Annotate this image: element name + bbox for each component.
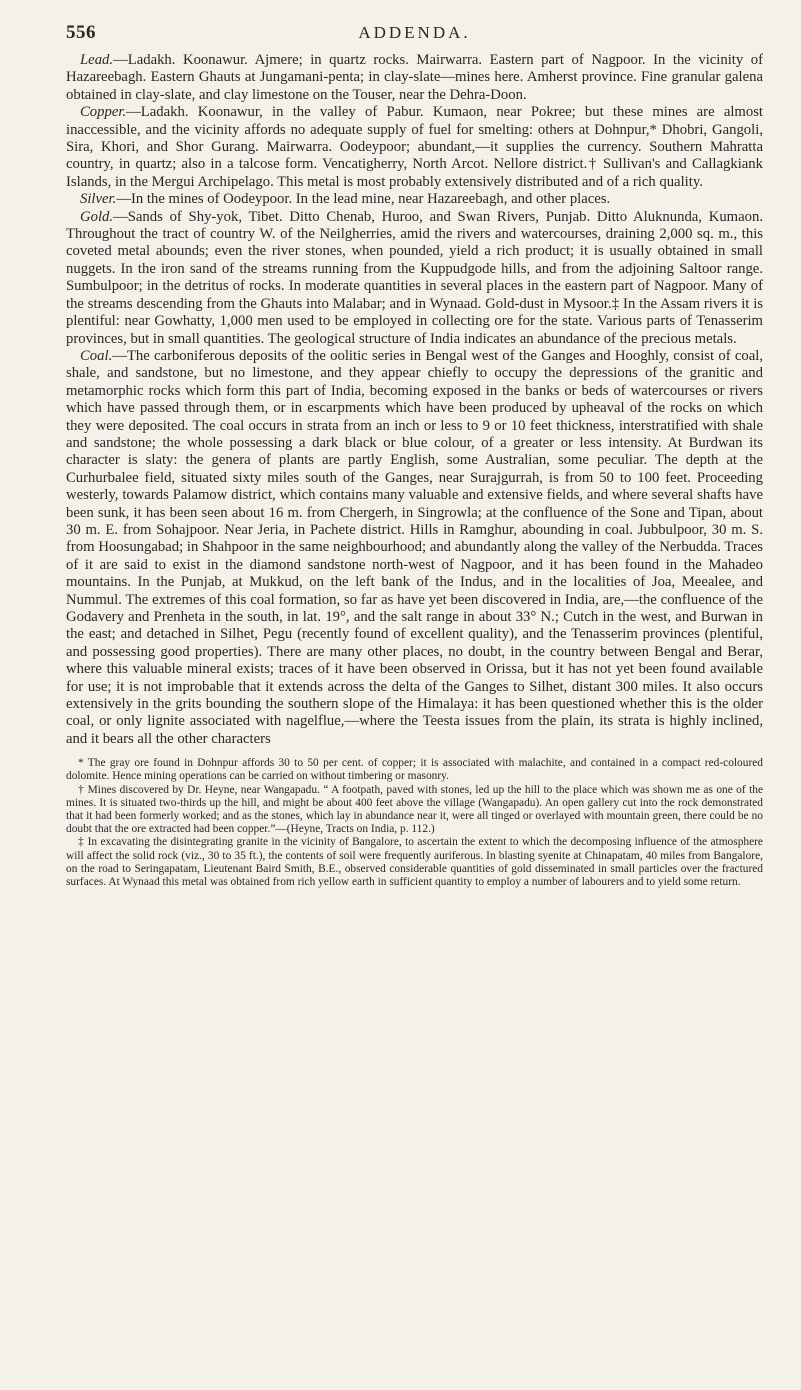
- paragraph-copper: [66, 104, 763, 191]
- main-text: [66, 52, 763, 748]
- paragraph-coal: [66, 348, 763, 748]
- paragraph-gold: [66, 209, 763, 348]
- paragraph-term: Gold.: [80, 208, 114, 225]
- paragraph-text: —In the mines of Oodeypoor. In the lead mine, near Hazareebagh, and other places.: [116, 191, 611, 208]
- paragraph-text: —Sands of Shy-yok, Tibet. Ditto Chenab, Huroo, and Swan Rivers, Punjab. Ditto Aluknunda, Kumaon. Throughout the tract of country W. of the Neilgherries, amid the rivers and watercourses, draining 2,000 sq. m., this coveted metal abounds; even the river stones, when pounded, yield a rich product; it is usually obtained in small nuggets. In the iron sand of the streams running from the Kuppudgode hills, and from the adjoining Saltoor range. Sumbulpoor; in the detritus of rocks. In moderate quantities in several places in the eastern part of Nagpoor. Many of the streams descending from the Ghauts into Malabar; and in Wynaad. Gold-dust in Mysoor.‡ In the Assam rivers it is plentiful: near Gowhatty, 1,000 men used to be employed in collecting ore for the state. Various parts of Tenasserim provinces, but in small quantities. The geological structure of India indicates an abundance of the precious metals.: [66, 208, 763, 347]
- running-title: ADDENDA.: [358, 23, 471, 42]
- paragraph-term: Coal.: [80, 347, 113, 364]
- footnote: † Mines discovered by Dr. Heyne, near Wangapadu. “ A footpath, paved with stones, led up the hill to the place which was shown me as one of the mines. It is situated two-thirds up the hill, and might be about 400 feet above the village (Wangapadu). An open gallery cut into the rock demonstrated that it had been formerly worked; and as the stones, which lay in abundance near it, were all tinged or overlayed with mountain green, there could be no doubt that the ore extracted had been copper.”—(Heyne, Tracts on India, p. 112.): [66, 783, 763, 836]
- paragraph-text: —The carboniferous deposits of the oolitic series in Bengal west of the Ganges and Hooghly, consist of coal, shale, and sandstone, but no limestone, and they appear chiefly to occupy the depressions of the granitic and metamorphic rocks which form this part of India, becoming exposed in the banks or beds of watercourses or rivers which have passed through them, or in escarpments which have been produced by upheaval of the rocks on which they were deposited. The coal occurs in strata from an inch or less to 9 or 10 feet thickness, interstratified with shale and sandstone; the whole possessing a dark black or blue colour, of a greater or less intensity. At Burdwan its character is slaty: the genera of plants are partly English, some Australian, some peculiar. The depth at the Curhurbalee field, situated sixty miles south of the Ganges, near Surajgurrah, is from 50 to 100 feet. Proceeding westerly, towards Palamow district, which contains many valuable and extensive fields, and where several shafts have been sunk, it has been seen about 16 m. from Chergerh, in Singrowla; at the confluence of the Sone and Tipan, about 30 m. E. from Sohajpoor. Near Jeria, in Pachete district. Hills in Ramghur, abounding in coal. Jubbulpoor, 30 m. S. from Hoosungabad; in Shahpoor in the same neighbourhood; and abundantly along the valley of the Nerbudda. Traces of it are said to exist in the diamond sandstone north-west of Nagpoor, and it has been found in the Mahadeo mountains. In the Punjab, at Mukkud, on the left bank of the Indus, and in the localities of Joa, Meealee, and Nummul. The extremes of this coal formation, so far as have yet been discovered in India, are,—the confluence of the Godavery and Prenheta in the south, in lat. 19°, and the salt range in about 33° N.; Cutch in the west, and Burwan in the east; and detached in Silhet, Pegu (recently found of excellent quality), and the Tenasserim provinces (plentiful, and possessing good properties). There are many other places, no doubt, in the country between Bengal and Berar, where this valuable mineral exists; traces of it have been observed in Orissa, but it has not yet been found available for use; it is not improbable that it extends across the delta of the Ganges to Silhet, distant 300 miles. It also occurs extensively in the grits bounding the southern slope of the Himalaya: it has been questioned whether this is the older coal, or only lignite associated with nagelflue,—where the Teesta issues from the plain, its strata is highly inclined, and it bears all the other characters: [66, 347, 763, 747]
- footnotes: [66, 757, 763, 889]
- paragraph-lead: [66, 52, 763, 104]
- paragraph-term: Lead.: [80, 52, 114, 68]
- footnote: * The gray ore found in Dohnpur affords 30 to 50 per cent. of copper; it is associated with malachite, and contained in a compact red-coloured dolomite. Hence mining operations can be carried on without timbering or masonry.: [66, 757, 763, 783]
- page-number: 556: [66, 22, 96, 43]
- paragraph-term: Silver.: [80, 191, 117, 208]
- paragraph-silver: [66, 191, 763, 208]
- page-header: [66, 0, 763, 52]
- paragraph-text: —Ladakh. Koonawur. Ajmere; in quartz rocks. Mairwarra. Eastern part of Nagpoor. In the vicinity of Hazareebagh. Eastern Ghauts at Jungamani-penta; in clay-slate—mines here. Amherst province. Fine granular galena obtained in clay-slate, and clay limestone on the Touser, near the Dehra-Doon.: [66, 52, 763, 103]
- paragraph-text: —Ladakh. Koonawur, in the valley of Pabur. Kumaon, near Pokree; but these mines are almost inaccessible, and the vicinity affords no adequate supply of fuel for smelting: others at Dohnpur,* Dhobri, Gangoli, Sira, Khori, and Shor Gurang. Mairwarra. Oodeypoor; abundant,—it supplies the currency. Southern Mahratta country, in quartz; also in a talcose form. Vencatigherry, North Arcot. Nellore district.† Sullivan's and Callagkiank Islands, in the Mergui Archipelago. This metal is most probably extensively distributed and of a rich quality.: [66, 104, 763, 190]
- paragraph-term: Copper.: [80, 104, 127, 121]
- footnote: ‡ In excavating the disintegrating granite in the vicinity of Bangalore, to ascertain the extent to which the decomposing influence of the atmosphere will affect the solid rock (viz., 30 to 35 ft.), the contents of soil were frequently auriferous. In blasting syenite at Chinapatam, 40 miles from Bangalore, on the road to Seringapatam, Lieutenant Baird Smith, B.E., observed considerable quantities of gold disseminated in small particles over the fractured surfaces. At Wynaad this metal was obtained from rich yellow earth in sufficient quantity to employ a number of labourers and to yield some return.: [66, 836, 763, 889]
